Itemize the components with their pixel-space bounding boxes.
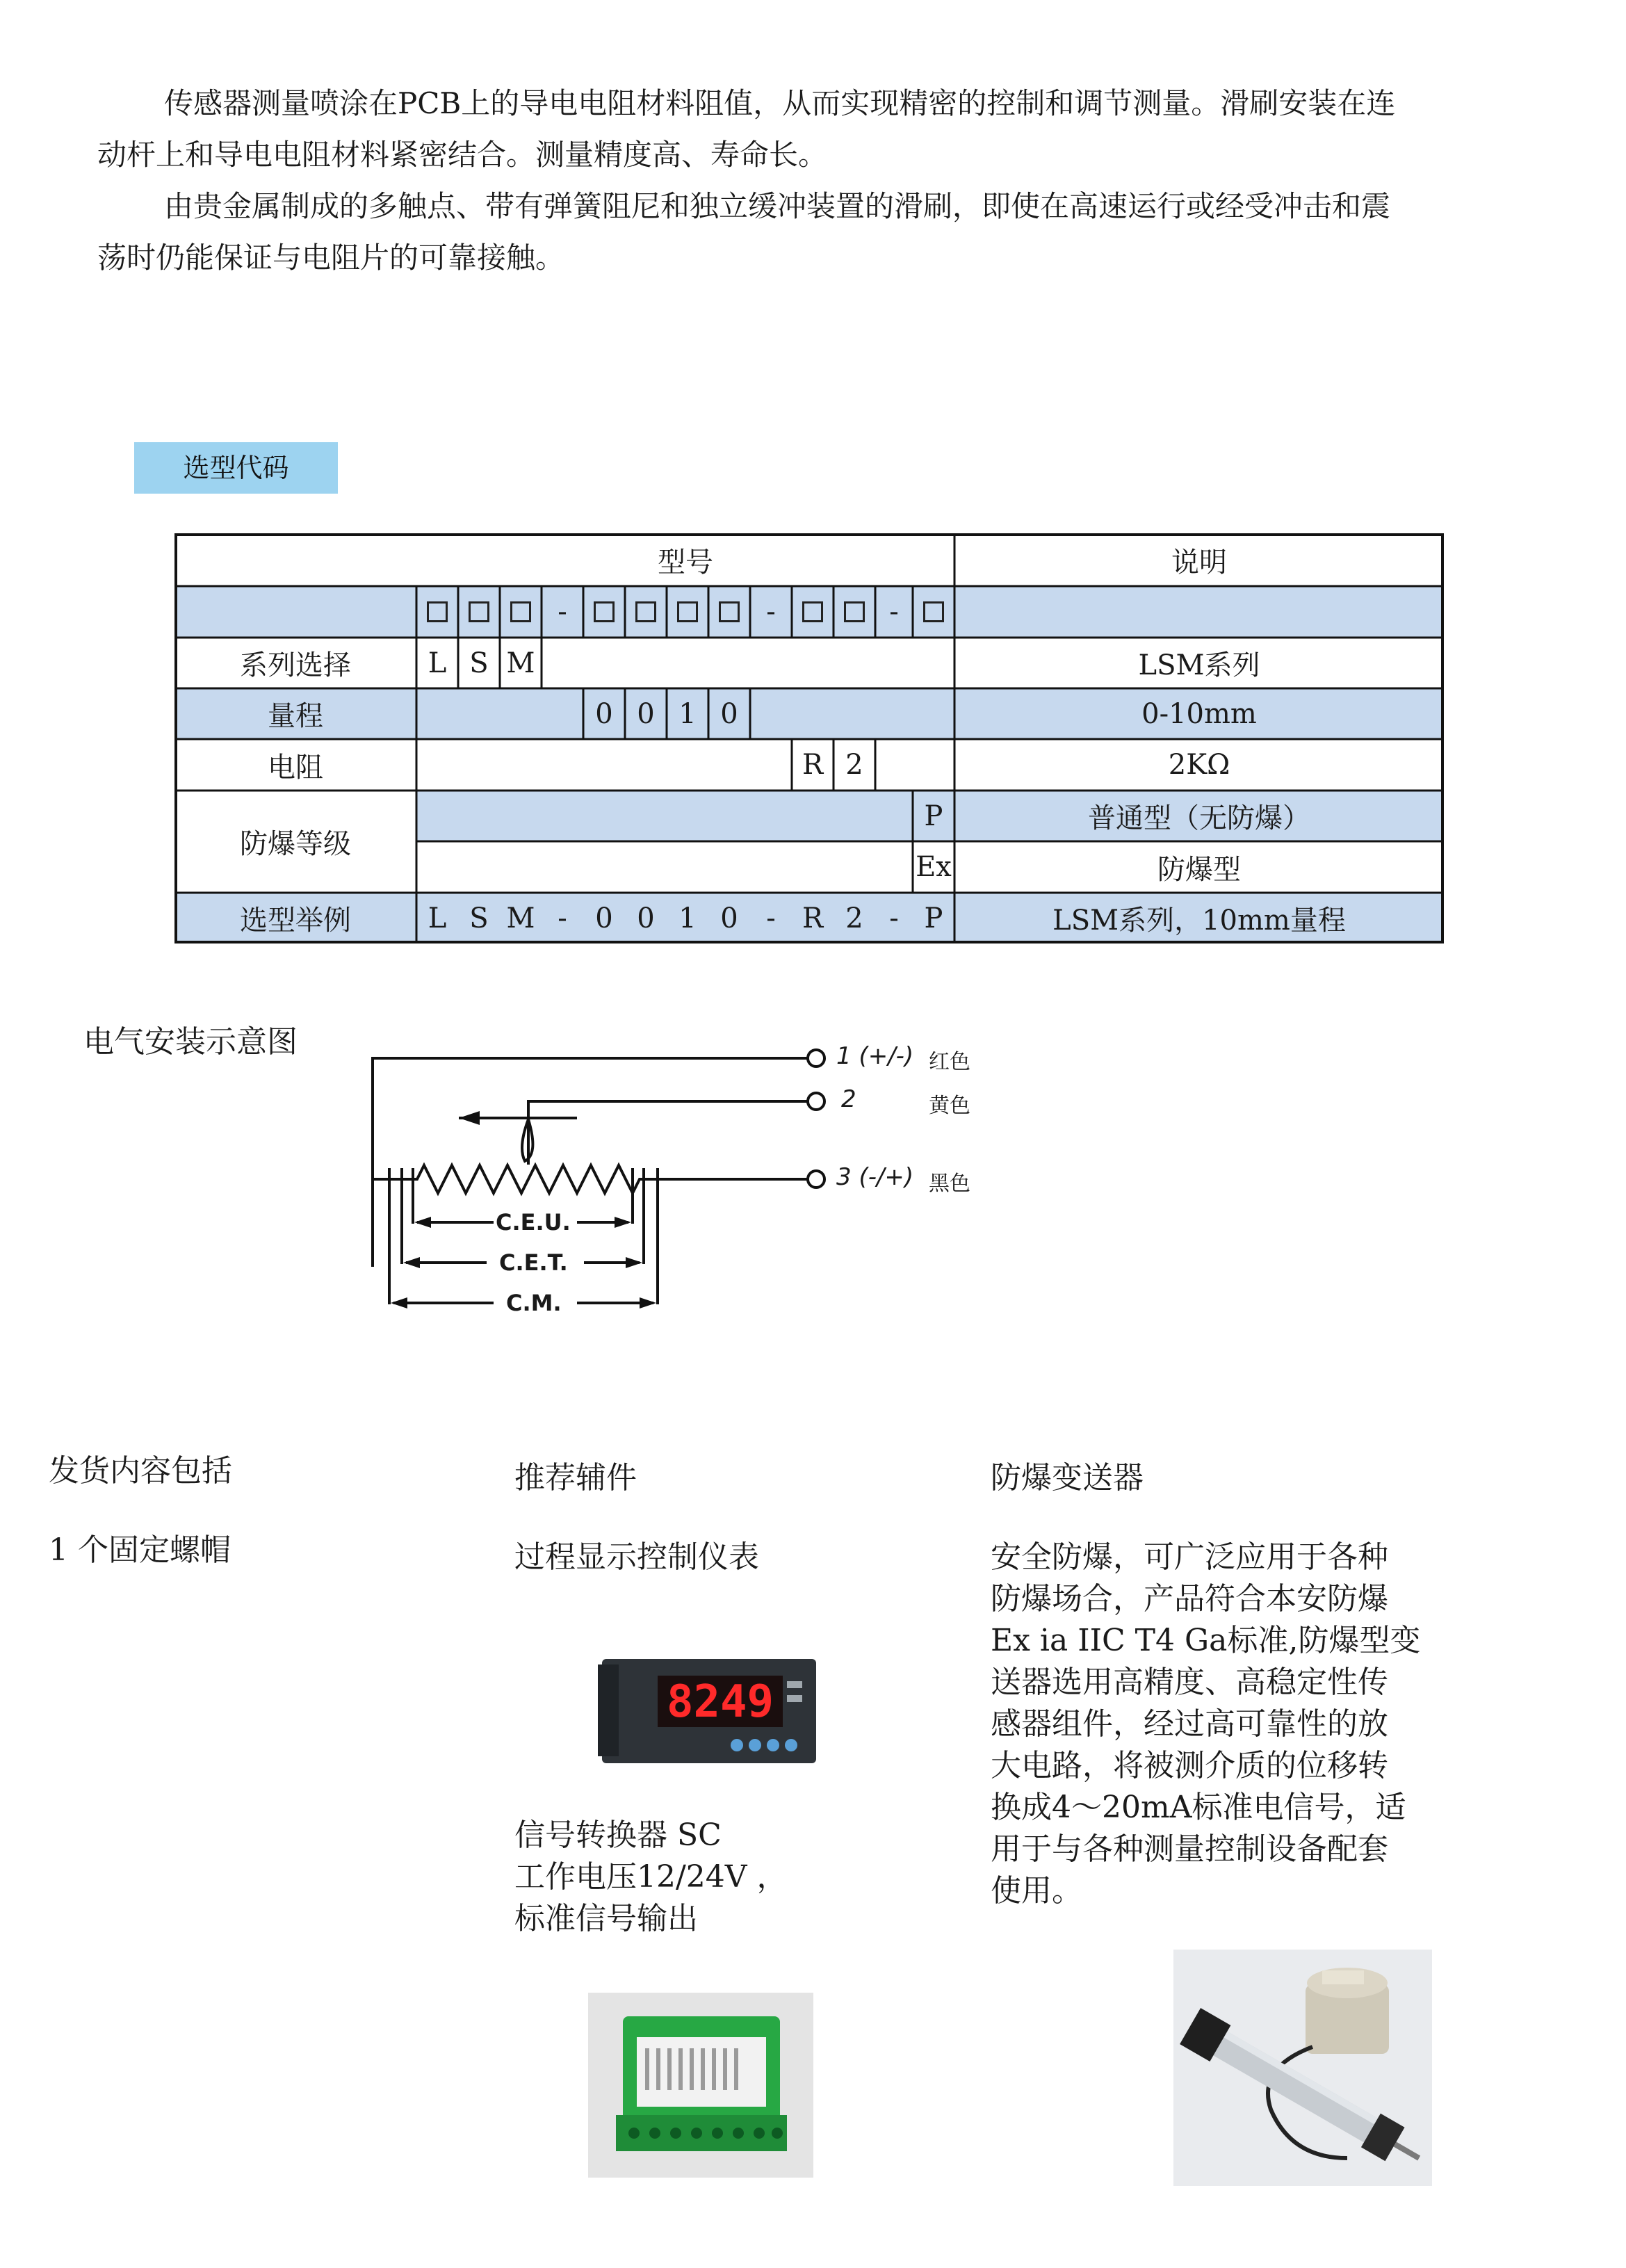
code-box <box>667 586 708 638</box>
code-box <box>625 586 667 638</box>
code-box <box>458 586 500 638</box>
series-code: M <box>506 647 535 679</box>
header-model: 型号 <box>658 546 713 578</box>
transmitter-line: Ex ia IIC T4 Ga标准,防爆型变 <box>991 1623 1421 1658</box>
example-char: S <box>469 902 489 934</box>
example-char: R <box>802 902 824 934</box>
accessory-display-meter: 过程显示控制仪表 <box>514 1539 759 1575</box>
row-label-example: 选型举例 <box>240 905 351 937</box>
transmitter-line: 用于与各种测量控制设备配套 <box>991 1831 1388 1867</box>
transmitter-line: 安全防爆，可广泛应用于各种 <box>991 1539 1388 1575</box>
accessory-converter-line1: 信号转换器 SC <box>514 1817 722 1853</box>
selection-code-tag: 选型代码 <box>134 442 338 494</box>
accessories-title: 推荐辅件 <box>514 1460 637 1496</box>
series-code: L <box>428 647 447 679</box>
transmitter-title: 防爆变送器 <box>991 1460 1144 1496</box>
intro-p2-line2: 荡时仍能保证与电阻片的可靠接触。 <box>97 241 565 275</box>
transmitter-description <box>991 1537 1436 1912</box>
example-char: 2 <box>845 902 863 934</box>
terminal-3-label: 3 (-/+) <box>836 1163 914 1191</box>
resistance-code: 2 <box>845 749 863 781</box>
row-label-resistance: 电阻 <box>268 751 323 784</box>
code-box <box>834 586 875 638</box>
shipping-title: 发货内容包括 <box>49 1453 232 1489</box>
row-label-series: 系列选择 <box>240 649 351 681</box>
accessory-converter-line2: 工作电压12/24V ， <box>514 1859 788 1895</box>
signal-converter-image <box>588 1993 813 2178</box>
example-description: LSM系列，10mm量程 <box>1052 905 1346 937</box>
row-label-explosion: 防爆等级 <box>240 828 351 860</box>
header-description: 说明 <box>1171 546 1227 578</box>
example-char: - <box>889 902 899 934</box>
dim-ceu: C.E.U. <box>496 1209 571 1236</box>
terminal-3-color: 黑色 <box>929 1172 970 1196</box>
terminal-2-label: 2 <box>841 1085 856 1113</box>
transmitter-line: 使用。 <box>991 1873 1082 1909</box>
terminal-1-label: 1 (+/-) <box>836 1042 914 1070</box>
code-dash: - <box>558 596 567 628</box>
dim-cm: C.M. <box>506 1290 562 1316</box>
explosion-code-standard: P <box>924 800 943 832</box>
range-description: 0-10mm <box>1141 697 1257 730</box>
transmitter-line: 送器选用高精度、高稳定性传 <box>991 1664 1388 1700</box>
resistance-code: R <box>802 749 824 781</box>
row-label-range: 量程 <box>268 700 323 732</box>
terminal-1-color: 红色 <box>929 1050 970 1074</box>
range-code: 0 <box>637 697 655 730</box>
series-code: S <box>469 647 489 679</box>
explosion-code-ex: Ex <box>916 851 952 883</box>
example-char: M <box>506 902 535 934</box>
resistance-description: 2KΩ <box>1168 749 1230 781</box>
intro-paragraph-1 <box>97 78 1502 181</box>
transmitter-line: 换成4～20mA标准电信号，适 <box>991 1790 1406 1825</box>
display-meter-image <box>598 1651 820 1769</box>
example-char: L <box>428 902 447 934</box>
terminal-2-color: 黄色 <box>929 1094 970 1118</box>
wiring-title: 电气安装示意图 <box>83 1024 298 1060</box>
transmitter-image <box>1173 1950 1432 2186</box>
range-code: 0 <box>720 697 738 730</box>
shipping-item: 1 个固定螺帽 <box>49 1532 231 1568</box>
range-code: 0 <box>595 697 613 730</box>
accessory-converter-line3: 标准信号输出 <box>514 1901 698 1936</box>
intro-p1-line2: 动杆上和导电电阻材料紧密结合。测量精度高、寿命长。 <box>97 138 828 172</box>
intro-p1-line1: 传感器测量喷涂在PCB上的导电电阻材料阻值，从而实现精密的控制和调节测量。滑刷安装在连 <box>164 86 1396 120</box>
example-char: P <box>924 902 943 934</box>
transmitter-line: 防爆场合，产品符合本安防爆 <box>991 1581 1388 1617</box>
code-box <box>913 586 954 638</box>
range-code: 1 <box>678 697 697 730</box>
example-char: 1 <box>678 902 697 934</box>
dim-cet: C.E.T. <box>499 1249 568 1276</box>
example-char: 0 <box>720 902 738 934</box>
display-readout: 8249 <box>666 1676 774 1728</box>
example-char: - <box>558 902 567 934</box>
code-box <box>583 586 625 638</box>
intro-p2-line1: 由贵金属制成的多触点、带有弹簧阻尼和独立缓冲装置的滑刷，即使在高速运行或经受冲击和震 <box>164 189 1391 223</box>
transmitter-line: 大电路，将被测介质的位移转 <box>991 1748 1388 1783</box>
example-char: 0 <box>595 902 613 934</box>
explosion-desc-ex: 防爆型 <box>1157 853 1241 886</box>
code-dash: - <box>889 596 899 628</box>
series-description: LSM系列 <box>1138 649 1260 681</box>
intro-paragraph-2 <box>97 181 1502 284</box>
code-dash: - <box>766 596 776 628</box>
transmitter-line: 感器组件，经过高可靠性的放 <box>991 1706 1388 1742</box>
code-box <box>792 586 834 638</box>
code-box <box>500 586 542 638</box>
example-char: 0 <box>637 902 655 934</box>
selection-table <box>174 533 1444 943</box>
code-box <box>708 586 750 638</box>
explosion-desc-standard: 普通型（无防爆） <box>1088 802 1310 834</box>
code-box <box>416 586 458 638</box>
example-char: - <box>766 902 776 934</box>
